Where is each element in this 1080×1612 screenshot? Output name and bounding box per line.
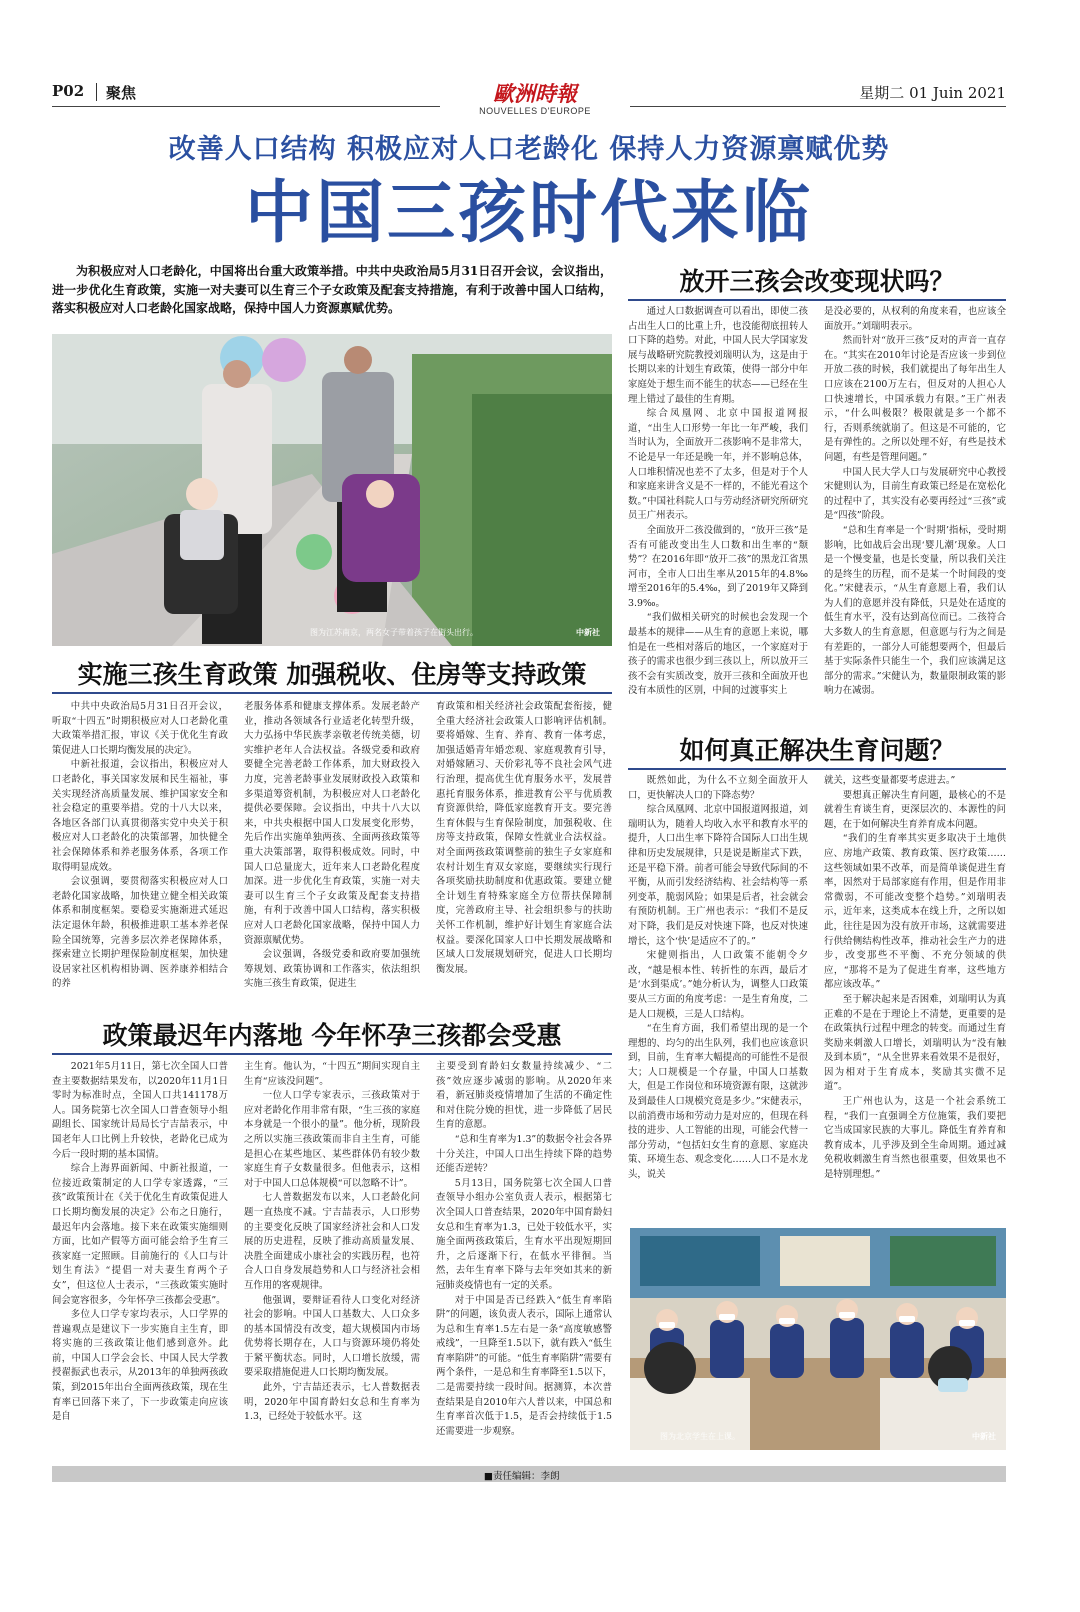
header-rule-right [630, 106, 1006, 107]
masthead-logo [440, 82, 630, 122]
section4-rule [628, 768, 1006, 770]
s2-c2-p1: 是没必要的，从权利的角度来看，也应该全面放开。”刘瑞明表示。 [824, 306, 1006, 332]
section2-col1 [628, 305, 808, 729]
photo-classroom-students [630, 1228, 1006, 1450]
s1-c3-p1: 育政策和相关经济社会政策配套衔接，健全重大经济社会政策人口影响评估机制。要将婚嫁、生育、养育、教育一体考虑，加强适婚青年婚恋观、家庭观教育引导，对婚嫁陋习、天价彩礼等不良社会风气进行治理，提高优生优育服务水平，发展普惠托育服务体系，推进教育公平与优质教育资源供给，降低家庭教育开支。要完善生育休假与生育保险制度，加强税收、住房等支持政策，保障女性就业合法权益。对全面两孩政策调整前的独生子女家庭和农村计划生育双女家庭，要继续实行现行各项奖励扶助制度和优惠政策。要建立健全计划生育特殊家庭全方位帮扶保障制度，完善政府主导、社会组织参与的扶助关怀工作机制，维护好计划生育家庭合法权益。要深化国家人口中长期发展战略和区域人口发展规划研究，促进人口长期均衡发展。 [436, 701, 612, 975]
s3-c3-p3: 5月13日，国务院第七次全国人口普查领导小组办公室负责人表示，根据第七次全国人口普查结果，2020年中国育龄妇女总和生育率为1.3，已处于较低水平，实施全面两孩政策后，生育水平出现短期回升，之后逐渐下行，在低水平徘徊。当然，去年生育率下降与去年突如其来的新冠肺炎疫情也有一定的关系。 [436, 1177, 612, 1291]
s1-c1-p1: 中共中央政治局5月31日召开会议，听取“十四五”时期积极应对人口老龄化重大政策举措汇报，审议《关于优化生育政策促进人口长期均衡发展的决定》。 [52, 701, 228, 756]
section2-title: 放开三孩会改变现状吗？ [679, 267, 955, 296]
header-rule-left [52, 106, 440, 107]
photo2-credit: 中新社 [972, 1431, 996, 1441]
s3-c3-p2: “总和生育率为1.3”的数据令社会各界十分关注，中国人口出生持续下降的趋势还能否逆转？ [436, 1133, 612, 1175]
section1-col1 [52, 700, 228, 1012]
s3-c1-p3: 多位人口学专家均表示，人口学界的普遍观点是建议下一步实施自主生育，即将实施的三孩政策让他们感到意外。此前，中国人口学会会长、中国人民大学教授翟振武也表示，从2013年的单独两孩政策，到2015年出台全面两孩政策，现在生育率已回落下来了，下一步政策走向应该是自 [52, 1309, 228, 1423]
s3-c1-p1: 2021年5月11日，第七次全国人口普查主要数据结果发布，以2020年11月1日零时为标准时点，全国人口共141178万人。国务院第七次全国人口普查领导小组副组长、国家统计局局长宁吉喆表示，中国老年人口比例上升较快，老龄化已成为今后一段时期的基本国情。 [52, 1061, 228, 1160]
s2-c1-p2: 综合凤凰网、北京中国报道网报道，“出生人口形势一年比一年严峻，我们当时认为，全面放开二孩影响不是非常大，不论是早一年还是晚一年，并不影响总体，人口堆积情况也差不了太多，但是对于个人和家庭来讲含义是不一样的，不能光看这个数。”中国社科院人口与劳动经济研究所研究员王广州表示。 [628, 408, 808, 522]
footer-bar [52, 1466, 1006, 1482]
s4-c2-p5: 王广州也认为，这是一个社会系统工程，“我们一直强调全方位施策，我们要把它当成国家民族的大事儿。降低生育养育和教育成本，儿乎涉及到全生命周期。通过减免税收刺激生育当然也很重要，但效果也不是特别理想。” [824, 1096, 1006, 1181]
s3-c2-p2: 一位人口学专家表示，三孩政策对于应对老龄化作用非常有限，“生三孩的家庭本身就是一个很小的量”。他分析，现阶段之所以实施三孩政策而非自主生育，可能是担心在某些地区、某些群体仍有较少数家庭生育子女数量很多。但他表示，这相对于中国人口总体规模“可以忽略不计”。 [244, 1090, 420, 1189]
classroom-illustration [630, 1228, 1006, 1450]
logo-french: NOUVELLES D'EUROPE [479, 106, 591, 116]
s3-c2-p4: 他强调，要辩证看待人口变化对经济社会的影响。中国人口基数大、人口众多的基本国情没有改变，超大规模国内市场优势将长期存在，人口与资源环境仍将处于紧平衡状态。同时，人口增长放缓，需要采取措施促进人口长期均衡发展。 [244, 1294, 420, 1379]
s3-c2-p3: 七人普数据发布以来，人口老龄化问题一直热度不减。宁吉喆表示，人口形势的主要变化反映了国家经济社会和人口发展的历史进程，反映了推动高质量发展、决胜全面建成小康社会的实践历程，也符合人口自身发展趋势和人口与经济社会相互作用的客观规律。 [244, 1192, 420, 1291]
s3-c1-p2: 综合上海界面新闻、中新社报道，一位接近政策制定的人口学专家透露，“三孩”政策预计在《关于优化生育政策促进人口长期均衡发展的决定》公布之日施行，最迟年内会落地。接下来在政策实施细则方面，比如产假等方面可能会给予生育三孩家庭一定照顾。目前施行的《人口与计划生育法》“提倡一对夫妻生育两个子女”，但这位人士表示，“三孩政策实施时间会宽容很多，今年怀孕三孩都会受惠”。 [52, 1163, 228, 1306]
s4-c2-p1: 就关，这些变量都要考虑进去。” [824, 775, 956, 786]
section4-col1 [628, 774, 808, 1222]
lead-paragraph: 为积极应对人口老龄化，中国将出台重大政策举措。中共中央政治局5月31日召开会议，会议指出，进一步优化生育政策，实施一对夫妻可以生育三个子女政策及配套支持措施，有利于改善中国人口结构，落实积极应对人口老龄化国家战略，保持中国人力资源禀赋优势。 [52, 264, 612, 315]
photo1-credit: 中新社 [576, 627, 600, 637]
kicker-headline: 改善人口结构 积极应对人口老龄化 保持人力资源禀赋优势 [168, 134, 890, 165]
s2-c1-p1: 通过人口数据调查可以看出，即使二孩占出生人口的比重上升，也没能彻底扭转人口下降的趋势。对此，中国人民大学国家发展与战略研究院教授刘瑞明认为，这是由于长期以来的计划生育政策，使得一部分中年家庭处于想生而不能生的状态——已经在生理上错过了最佳的生育期。 [628, 306, 808, 405]
header-divider [96, 83, 97, 101]
s1-c2-p2: 会议强调，各级党委和政府要加强统筹规划、政策协调和工作落实，依法组织实施三孩生育政策，促进生 [244, 949, 420, 990]
section1-col3 [436, 700, 612, 1012]
s4-c1-p4: “在生育方面，我们希望出现的是一个理想的、均匀的出生队列，我们也应该意识到，目前，生育率大幅提高的可能性不是很大；人口规模是一个存量，中国人口基数大，但是工作岗位和环境资源有限，这就涉及到最佳人口规模究竟是多少。”宋健表示，以前消费市场和劳动力是对应的，但现在科技的进步、人工智能的出现，可能会代替一部分劳动，“包括妇女生育的意愿、家庭决策、环境生态、观念变化……人口不是水龙头，说关 [628, 1023, 808, 1181]
section3-col2 [244, 1060, 420, 1456]
main-headline: 中国三孩时代来临 [244, 174, 813, 253]
section2-col2 [824, 305, 1006, 729]
s1-c2-p1: 老服务体系和健康支撑体系。发展老龄产业，推动各领域各行业适老化转型升级，大力弘扬中华民族孝亲敬老传统美德，切实维护老年人合法权益。各级党委和政府要健全完善老龄工作体系，加大财政投入力度，完善老龄事业发展财政投入政策和多渠道筹资机制，为积极应对人口老龄化提供必要保障。会议指出，中共十八大以来，中共央根据中国人口发展变化形势，先后作出实施单独两孩、全面两孩政策等重大决策部署，取得积极成效。同时，中国人口总量庞大，近年来人口老龄化程度加深。进一步优化生育政策，实施一对夫妻可以生育三个子女政策及配套支持措施，有利于改善中国人口结构，落实积极应对人口老龄化国家战略，保持中国人力资源禀赋优势。 [244, 701, 420, 946]
footer-editor: ■责任编辑：李朗 [484, 1471, 560, 1482]
photo2-caption: 图为北京学生在上课。 [660, 1432, 740, 1441]
s3-c3-p4: 对于中国是否已经跌入“低生育率陷阱”的问题，该负责人表示，国际上通常认为总和生育率1.5左右是一条“高度敏感警戒线”，一旦降至1.5以下，就有跌入“低生育率陷阱”的可能。“低生育率陷阱”需要有两个条件，一是总和生育率降至1.5以下，二是需要持续一段时间。据测算，本次普查结果是自2010年六人普以来，中国总和生育率首次低于1.5，是否会持续低于1.5还需要进一步观察。 [436, 1294, 612, 1437]
section-label: 聚焦 [106, 84, 137, 102]
section3-rule [52, 1053, 612, 1055]
section3-col1 [52, 1060, 228, 1456]
logo-chinese: 歐洲時報 [493, 81, 577, 106]
s4-c1-p1: 既然如此，为什么不立刻全面放开人口，更快解决人口的下降态势？ [628, 775, 808, 801]
section3-title: 政策最迟年内落地 今年怀孕三孩都会受惠 [102, 1021, 562, 1050]
header-date: 星期二 01 Juin 2021 [859, 84, 1006, 102]
photo-illustration [52, 334, 612, 646]
section4-col2 [824, 774, 1006, 1222]
section4-title: 如何真正解决生育问题？ [679, 736, 955, 765]
s3-c2-p5: 此外，宁吉喆还表示，七人普数据表明，2020年中国育龄妇女总和生育率为1.3，已经处于较低水平。这 [244, 1382, 420, 1423]
s1-c1-p3: 会议强调，要贯彻落实积极应对人口老龄化国家战略，加快建立健全相关政策体系和制度框架。要稳妥实施渐进式延迟法定退休年龄，积极推进职工基本养老保险全国统筹，完善多层次养老保障体系，探索建立长期护理保险制度框架，加快建设居家社区机构相协调、医养康养相结合的养 [52, 876, 228, 990]
section1-title: 实施三孩生育政策 加强税收、住房等支持政策 [77, 660, 587, 689]
s4-c2-p3: “我们的生育率其实更多取决于土地供应、房地产政策、教育政策、医疗政策……这些领域如果不改革，而是简单谈促进生育率，因然对于局部家庭有作用，但是作用非常微弱，不可能改变整个趋势。”刘瑞明表示，近年来，这类成本在线上升，之所以如此，往往是因为没有放开市场，这就需要进行供给侧结构性改革，推动社会生产力的进步，改变那些不平衡、不充分领域的供应，“那将不是为了促进生育率，这些地方都应该改革。” [824, 833, 1006, 991]
s2-c2-p2: 然而针对“放开三孩”反对的声音一直存在。“其实在2010年讨论是否应该一步到位开放二孩的时候，我们就提出了每年出生人口应该在2100万左右，但反对的人担心人口快速增长，中国承载力有限。”王广州表示，“什么叫极限？极限就是多一个都不行，否则系统就崩了。但这是不可能的，它是有弹性的。之所以处理不好，有些是技术问题，有些是管理问题。” [824, 335, 1006, 463]
s4-c2-p4: 至于解决起来是否困难，刘瑞明认为真正难的不是在于理论上不清楚，更重要的是在政策执行过程中理念的转变。而通过生育奖励来刺激人口增长，刘瑞明认为“没有触及到本质”，“从全世界来看效果不是很好，因为相对于生育成本，奖励其实微不足道”。 [824, 993, 1006, 1093]
s4-c2-p2: 要想真正解决生育问题，最核心的不是就着生育谈生育，更深层次的、本源性的问题，在于如何解决生育养育成本问题。 [824, 789, 1006, 830]
s2-c2-p3: 中国人民大学人口与发展研究中心教授宋健则认为，目前生育政策已经是在宽松化的过程中了，其实没有必要再经过“三孩”或是“四孩”阶段。 [824, 466, 1006, 522]
section3-col3 [436, 1060, 612, 1456]
s3-c3-p1: 主要受到育龄妇女数量持续减少、“二孩”效应逐步减弱的影响。从2020年来看，新冠肺炎疫情增加了生活的不确定性和对住院分娩的担忧，进一步降低了居民生育的意愿。 [436, 1061, 612, 1131]
s3-c2-p1: 主生育。他认为，“十四五”期间实现自主生育“应该没问题”。 [244, 1061, 420, 1087]
section1-rule [52, 692, 612, 694]
section2-rule [628, 299, 1006, 301]
photo1-caption: 图为江苏南京，两名女子带着孩子在街头出行。 [310, 628, 478, 637]
photo-mothers-strollers [52, 334, 612, 646]
section1-col2 [244, 700, 420, 1012]
s4-c1-p3: 宋健则指出，人口政策不能朝令夕改，“越是根本性、转折性的东西，最后才是‘水到渠成’。”她分析认为，调整人口政策要从三方面的角度考虑：一是生育角度，二是人口规模，三是人口结构。 [628, 950, 808, 1020]
s2-c1-p3: 全面放开二孩没做到的，“放开三孩”是否有可能改变出生人口数和出生率的“颓势”？在2016年即“放开二孩”的黑龙江省黑河市，全市人口出生率从2015年的4.8‰增至2016年的5.4‰，到了2019年又降到3.9‰。 [628, 524, 808, 609]
s1-c1-p2: 中新社报道，会议指出，积极应对人口老龄化，事关国家发展和民生福祉，事关实现经济高质量发展、维护国家安全和社会稳定的重要举措。党的十八大以来，各地区各部门认真贯彻落实党中央关于积极应对人口老龄化的决策部署，加快健全社会保障体系和养老服务体系，各项工作取得明显成效。 [52, 759, 228, 873]
page-number: P02 [52, 82, 85, 100]
s4-c1-p2: 综合凤凰网、北京中国报道网报道，刘瑞明认为，随着人均收入水平和教育水平的提升，人口出生率下降符合国际人口出生规律和历史发展规律，只是说是断崖式下跌，还是平稳下滑。前者可能会导致代际间的不平衡，从而引发经济结构、社会结构等一系列变革，脆弱风险；如果是后者，社会就会有预防机制。王广州也表示：“我们不是反对下降，我们是反对快速下降，也反对快速增长，这个‘快’是适应不了的。” [628, 804, 808, 947]
s2-c2-p4: “总和生育率是一个‘时期’指标，受时期影响，比如战后会出现‘婴儿潮’现象。人口是一个慢变量，也是长变量，所以我们关注的是终生的历程，而不是某一个时间段的变化。”宋健表示，“从生育意愿上看，我们认为人们的意愿并没有降低，只是处在适度的低生育水平，没有达到高位而已。二孩符合大多数人的生育意愿，但意愿与行为之间是有差距的，一部分人可能想要两个，但最后基于实际条件只能生一个，我们应该满足这部分的需求。”宋健认为，数量限制政策的影响力在减弱。 [824, 524, 1006, 697]
s2-c1-p4: “我们做相关研究的时候也会发现一个最基本的规律——从生育的意愿上来说，哪怕是在一些相对落后的地区，一个家庭对于孩子的需求也很少到三孩以上，所以放开三孩不会有实质改变，放开三孩和全面放开也没有本质性的区别，中间的过渡事实上 [628, 612, 808, 697]
